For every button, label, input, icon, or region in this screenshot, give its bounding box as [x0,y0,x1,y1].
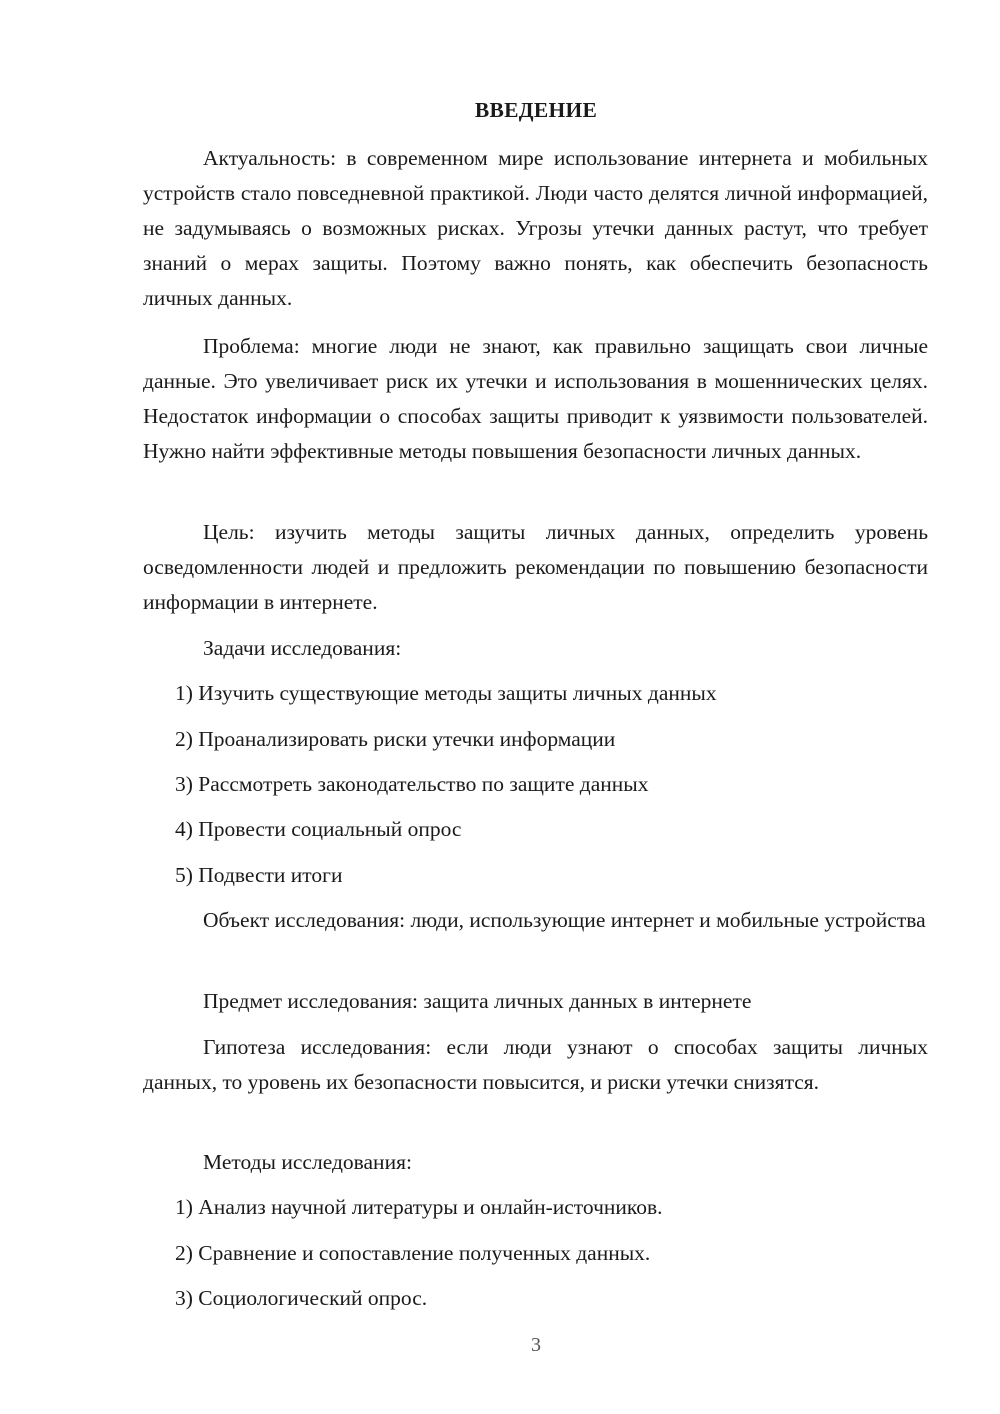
task-item: 3) Рассмотреть законодательство по защите данных [175,772,649,796]
method-item: 3) Социологический опрос. [175,1286,428,1310]
methods-heading: Методы исследования: [203,1150,412,1174]
goal-paragraph: Цель: изучить методы защиты личных данных, определить уровень осведомленности людей и предложить рекомендации по повышению безопасности информации в интернете. [143,520,928,614]
problem-paragraph: Проблема: многие люди не знают, как правильно защищать свои личные данные. Это увеличивает риск их утечки и использования в мошеннических целях. Недостаток информации о способах защиты приводит к уязвимости пользователей. Нужно найти эффективные методы повышения безопасности личных данных. [143,334,928,463]
relevance-paragraph: Актуальность: в современном мире использование интернета и мобильных устройств стало повседневной практикой. Люди часто делятся личной информацией, не задумываясь о возможных рисках. Угрозы утечки данных растут, что требует знаний о мерах защиты. Поэтому важно понять, как обеспечить безопасность личных данных. [143,146,928,310]
subject-paragraph: Предмет исследования: защита личных данных в интернете [203,989,752,1013]
task-item: 2) Проанализировать риски утечки информации [175,727,616,751]
task-item: 4) Провести социальный опрос [175,817,462,841]
page-number: 3 [531,1334,541,1356]
method-item: 1) Анализ научной литературы и онлайн-источников. [175,1195,663,1219]
page-title: ВВЕДЕНИЕ [474,98,598,122]
hypothesis-paragraph: Гипотеза исследования: если люди узнают о способах защиты личных данных, то уровень их безопасности повысится, и риски утечки снизятся. [143,1035,928,1094]
task-item: 1) Изучить существующие методы защиты личных данных [175,681,717,705]
method-item: 2) Сравнение и сопоставление полученных данных. [175,1241,651,1265]
task-item: 5) Подвести итоги [175,863,343,887]
tasks-heading: Задачи исследования: [203,636,402,660]
object-paragraph: Объект исследования: люди, использующие интернет и мобильные устройства [203,908,926,932]
